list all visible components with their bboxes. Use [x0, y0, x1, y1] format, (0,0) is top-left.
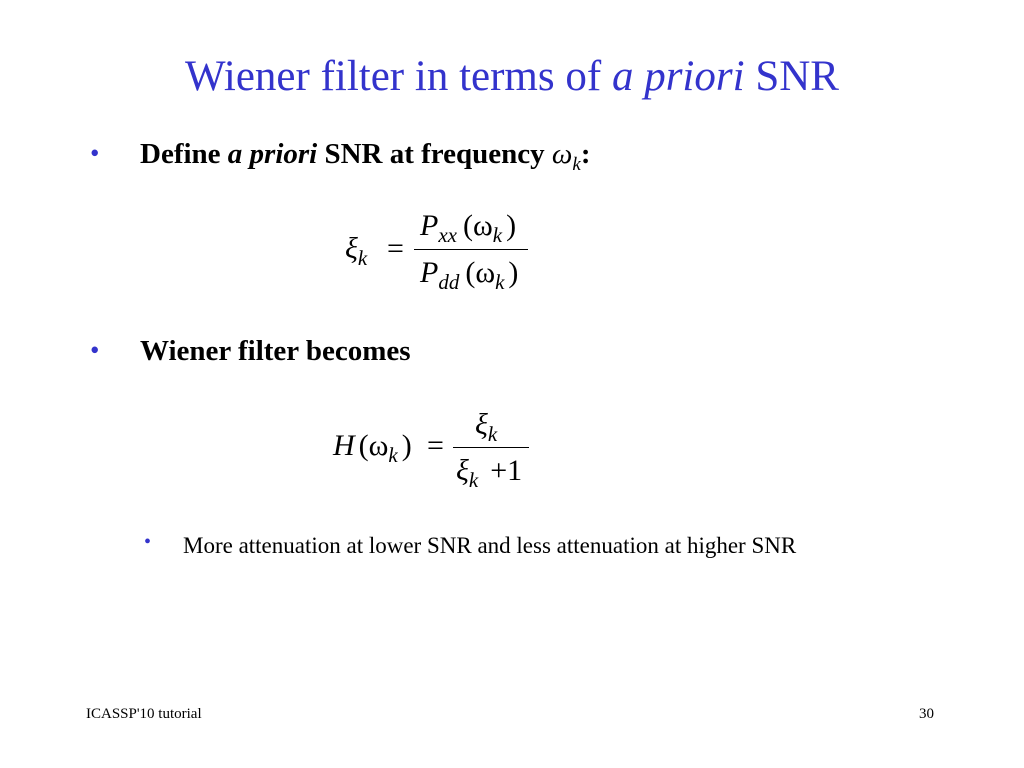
eq2-denominator	[456, 454, 523, 492]
eq1-den-arg-sub: k	[495, 270, 505, 294]
eq2-arg: (ω	[358, 429, 389, 462]
bullet-define-a-priori	[140, 138, 591, 176]
eq1-num-arg: (ω	[462, 209, 493, 242]
eq2-equals: =	[427, 429, 444, 462]
eq2-den-sub: k	[468, 468, 479, 492]
eq1-numerator	[420, 209, 517, 247]
eq1-num-close: )	[506, 209, 517, 242]
eq2-numerator	[475, 408, 498, 446]
eq2-arg-sub: k	[388, 443, 398, 467]
eq1-fraction-line	[414, 249, 528, 250]
eq2-num-sub: k	[487, 422, 498, 446]
eq1-num-arg-sub: k	[492, 223, 503, 247]
eq2-den-xi: ξ	[456, 454, 469, 487]
bullet-1-symbol: ω	[551, 138, 573, 170]
eq2-den-plus-one: +1	[490, 454, 523, 487]
title-part-1: Wiener filter in terms of	[185, 53, 612, 100]
bullet-1-tail: :	[580, 138, 591, 170]
eq1-den-arg: (ω	[465, 256, 496, 289]
eq2-fraction-line	[453, 447, 529, 448]
title-part-3: SNR	[744, 53, 839, 100]
eq1-num-p: P	[420, 209, 439, 242]
slide-title	[0, 52, 1024, 102]
bullet-1-italic: a priori	[227, 138, 318, 170]
bullet-marker-1: •	[90, 138, 100, 168]
eq2-num-xi: ξ	[475, 408, 488, 441]
sub-bullet-attenuation: More attenuation at lower SNR and less attenuation at higher SNR	[183, 533, 797, 558]
eq1-lhs-sub: k	[357, 246, 368, 270]
footer-left: ICASSP'10 tutorial	[86, 706, 202, 722]
eq1-den-p: P	[420, 256, 439, 289]
eq1-lhs-xi: ξ	[345, 232, 358, 265]
sub-bullet-marker: •	[144, 531, 152, 553]
bullet-marker-2: •	[90, 335, 100, 365]
title-part-italic: a priori	[611, 53, 745, 100]
eq2-close: )	[401, 429, 412, 462]
eq2-h: H	[333, 429, 355, 462]
eq1-den-close: )	[508, 256, 519, 289]
slide-number: 30	[919, 706, 934, 722]
bullet-wiener-filter-becomes: Wiener filter becomes	[140, 335, 411, 367]
eq2-lhs	[333, 429, 412, 467]
bullet-1-lead: Define	[140, 138, 228, 170]
eq1-denominator	[420, 256, 519, 294]
eq1-lhs	[345, 232, 368, 270]
eq1-num-p-sub: xx	[438, 223, 457, 247]
eq1-equals: =	[387, 232, 404, 265]
bullet-1-rest: SNR at frequency	[317, 138, 552, 170]
eq1-den-p-sub: dd	[438, 270, 460, 294]
bullet-1-symbol-sub: k	[572, 153, 581, 175]
